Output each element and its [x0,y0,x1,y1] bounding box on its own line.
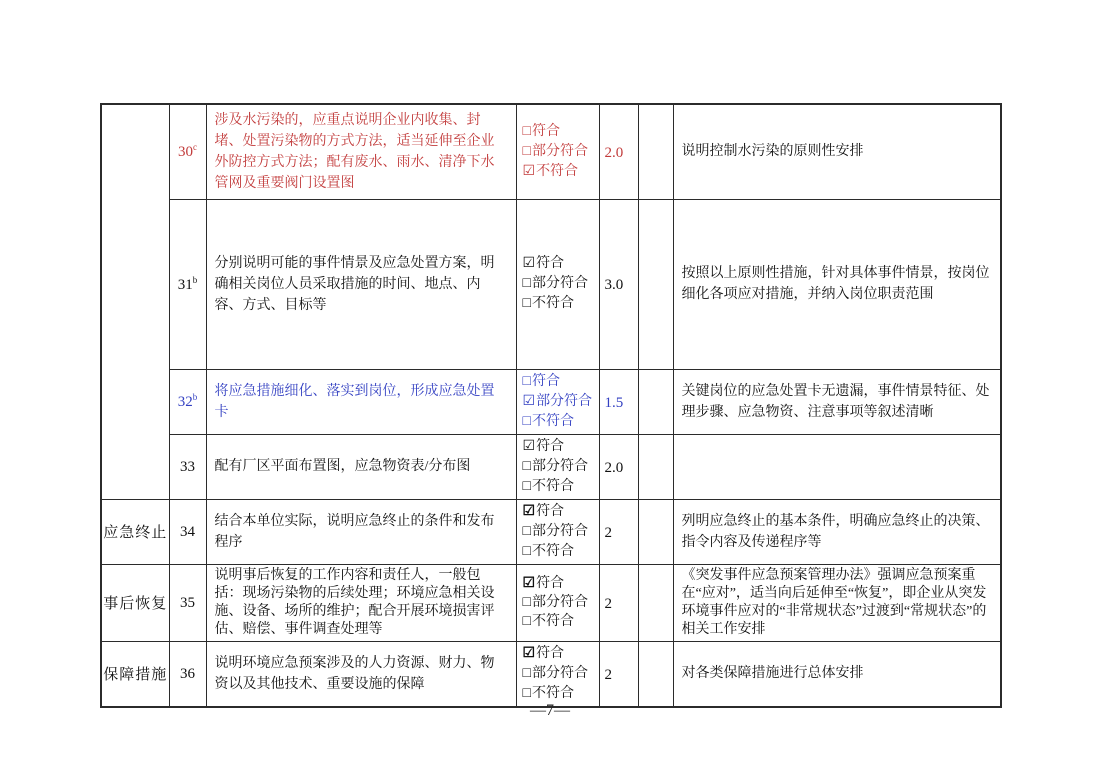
checkbox-option [523,254,596,274]
score-cell: 2 [599,499,638,564]
empty-cell [638,499,673,564]
checkbox-option [523,593,596,612]
item-number: 34 [169,499,206,564]
checkbox-option [523,457,596,477]
checkbox-option [523,542,596,562]
checkbox-option [523,612,596,631]
checkbox-label: 部分符合 [531,458,588,474]
checkbox-option [523,274,596,294]
item-description: 涉及水污染的，应重点说明企业内收集、封堵、处置污染物的方式方法，适当延伸至企业外防控方式方法；配有废水、雨水、清净下水管网及重要阀门设置图 [206,104,516,199]
checkbox-label: 不符合 [531,413,574,429]
checkbox-label: 不符合 [531,685,574,701]
checkbox-label: 部分符合 [531,276,588,291]
item-number: 35 [169,564,206,641]
checkbox-icon: ☑ [522,438,536,454]
checkbox-group [516,434,599,499]
checkbox-group [516,564,599,641]
footnote-mark: c [193,142,197,153]
item-number: 36 [169,641,206,707]
checkbox-label: 符合 [536,576,565,591]
checkbox-label: 符合 [536,256,565,271]
checkbox-option [523,122,596,142]
empty-cell [638,199,673,369]
checkbox-label: 不符合 [531,296,574,311]
category-cell: 应急终止 [101,499,169,564]
checkbox-icon: □ [522,296,531,311]
checkbox-option [523,477,596,497]
table-row [101,434,1001,499]
empty-cell [638,434,673,499]
page-number: —7— [530,702,570,719]
checkbox-option [523,392,596,412]
checkbox-icon: ☑ [522,256,536,271]
checkbox-label: 符合 [531,123,560,139]
checkbox-icon: ☑ [522,576,536,591]
table-row [101,199,1001,369]
checkbox-icon: □ [522,478,531,494]
checkbox-option [523,142,596,162]
note-cell: 说明控制水污染的原则性安排 [673,104,1001,199]
table-row [101,499,1001,564]
checkbox-label: 不符合 [531,614,574,629]
empty-cell [638,369,673,434]
checkbox-option [523,372,596,392]
checkbox-group [516,369,599,434]
note-cell: 关键岗位的应急处置卡无遗漏，事件情景特征、处理步骤、应急物资、注意事项等叙述清晰 [673,369,1001,434]
checkbox-icon: □ [522,543,531,559]
item-number: 32$^b$ [169,369,206,434]
score-cell: 2.0 [599,434,638,499]
item-description: 配有厂区平面布置图，应急物资表/分布图 [206,434,516,499]
checkbox-icon: □ [522,373,531,389]
checkbox-group [516,641,599,707]
item-number: 30$^c$ [169,104,206,199]
checkbox-option [523,437,596,457]
note-cell [673,434,1001,499]
score-cell: 3.0 [599,199,638,369]
table-row [101,641,1001,707]
note-cell: 按照以上原则性措施，针对具体事件情景，按岗位细化各项应对措施，并纳入岗位职责范围 [673,199,1001,369]
checkbox-option [523,644,596,664]
checkbox-icon: □ [522,276,531,291]
item-description: 说明事后恢复的工作内容和责任人，一般包括：现场污染物的后续处理；环境应急相关设施、设备、场所的维护；配合开展环境损害评估、赔偿、事件调查处理等 [206,564,516,641]
checkbox-option [523,502,596,522]
checkbox-label: 符合 [536,503,565,519]
checkbox-group [516,199,599,369]
checkbox-option [523,162,596,182]
checkbox-icon: □ [522,123,531,139]
table-row [101,104,1001,199]
checkbox-label: 部分符合 [531,595,588,610]
checkbox-icon: □ [522,413,531,429]
score-cell: 2 [599,564,638,641]
checkbox-group [516,104,599,199]
checkbox-icon: □ [522,143,531,159]
category-cell [101,104,169,499]
item-description: 结合本单位实际，说明应急终止的条件和发布程序 [206,499,516,564]
checkbox-option [523,684,596,704]
checkbox-label: 部分符合 [536,393,593,409]
note-cell: 《突发事件应急预案管理办法》强调应急预案重在“应对”，适当向后延伸至“恢复”，即企业从突发环境事件应对的“非常规状态”过渡到“常规状态”的相关工作安排 [673,564,1001,641]
checkbox-label: 部分符合 [531,143,588,159]
checkbox-group [516,499,599,564]
empty-cell [638,564,673,641]
checkbox-icon: □ [522,614,531,629]
note-cell: 列明应急终止的基本条件，明确应急终止的决策、指令内容及传递程序等 [673,499,1001,564]
checkbox-label: 符合 [536,645,565,661]
score-cell: 1.5 [599,369,638,434]
checkbox-icon: □ [522,595,531,610]
score-cell: 2.0 [599,104,638,199]
item-number: 31$^b$ [169,199,206,369]
checkbox-icon: ☑ [522,503,536,519]
empty-cell [638,104,673,199]
table-row [101,564,1001,641]
footnote-mark: b [192,392,198,402]
checkbox-icon: ☑ [522,163,536,179]
checkbox-option [523,522,596,542]
checkbox-icon: □ [522,685,531,701]
note-cell: 对各类保障措施进行总体安排 [673,641,1001,707]
table-row [101,369,1001,434]
checkbox-label: 符合 [531,373,560,389]
checkbox-option [523,664,596,684]
checkbox-label: 不符合 [531,543,574,559]
checkbox-icon: ☑ [522,393,536,409]
checkbox-icon: ☑ [522,645,536,661]
score-cell: 2 [599,641,638,707]
review-table [100,103,1002,708]
checkbox-icon: □ [522,523,531,539]
checkbox-option [523,412,596,432]
checkbox-label: 不符合 [536,163,579,179]
checkbox-label: 符合 [536,438,565,454]
item-description: 说明环境应急预案涉及的人力资源、财力、物资以及其他技术、重要设施的保障 [206,641,516,707]
checkbox-label: 部分符合 [531,523,588,539]
item-description: 分别说明可能的事件情景及应急处置方案，明确相关岗位人员采取措施的时间、地点、内容、方式、目标等 [206,199,516,369]
checkbox-label: 部分符合 [531,665,588,681]
checkbox-label: 不符合 [531,478,574,494]
checkbox-option [523,294,596,314]
empty-cell [638,641,673,707]
checkbox-icon: □ [522,458,531,474]
checkbox-option [523,574,596,593]
category-cell: 保障措施 [101,641,169,707]
item-number: 33 [169,434,206,499]
category-cell: 事后恢复 [101,564,169,641]
footnote-mark: b [192,274,198,285]
checkbox-icon: □ [522,665,531,681]
item-description: 将应急措施细化、落实到岗位，形成应急处置卡 [206,369,516,434]
